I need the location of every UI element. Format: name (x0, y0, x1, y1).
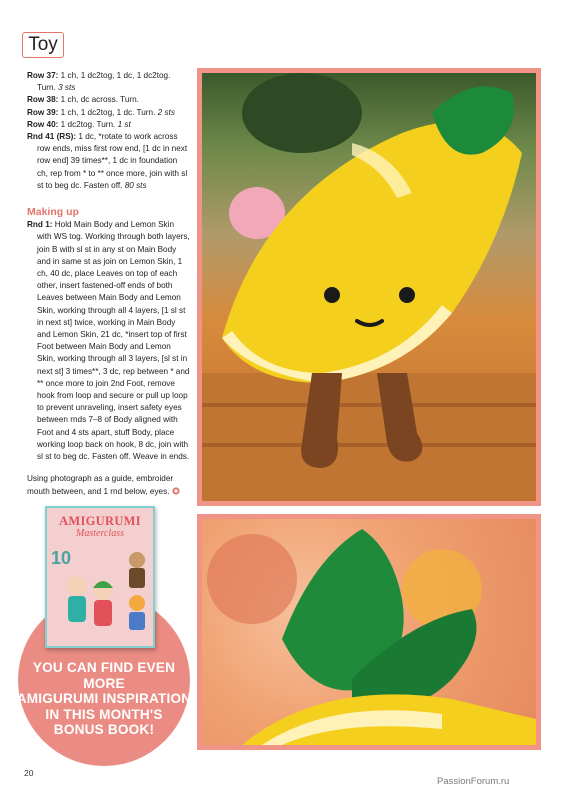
row-label: Row 40: (27, 119, 59, 129)
magazine-title: AMIGURUMI (59, 514, 141, 528)
row-text: 1 ch, 1 dc2tog, 1 dc. Turn. (58, 107, 158, 117)
pattern-column (27, 70, 190, 498)
doll-illustration (47, 508, 153, 646)
row-text: 1 ch, dc across. Turn. (58, 95, 139, 105)
row-text: Hold Main Body and Lemon Skin with WS tog. Working through both layers, join B with sl st in any st on Main Body and in same st as join on Lemon Skin, 1 ch, 40 dc, place Leaves on top of each other, insert fastened-off ends of both Leaves between Main Body and Lemon Skin, working through all 4 layers, [1 sl st in next st] twice, working in Main Body and Lemon Skin, 21 dc, *insert top of first Foot between Main Body and Lemon Skin, working through all 3 layers, [sl st in next st] 3 times**, 3 dc, rep between * and ** once more to join 2nd Foot, remove hook from loop and secure or pull up loop to prevent unraveling, insert safety eyes between rnds 7–8 of Body aligned with Foot and 4 sts apart, stuff Body, place working loop back on hook, 8 dc, join with sl st to beg dc. Fasten off. Weave in ends. (37, 220, 190, 462)
row-label: Rnd 41 (RS): (27, 132, 77, 142)
row-label: Row 37: (27, 71, 59, 80)
making-up-rnd-1 (27, 219, 190, 463)
row-label: Row 38: (27, 95, 59, 105)
watermark: PassionForum.ru (437, 776, 510, 787)
row-text: 1 dc, *rotate to work across row ends, miss first row end, [1 dc in next row end] 39 times**, 1 dc in foundation ch, rep from * to ** once more, join with sl st to beg dc. Fasten off. (37, 132, 188, 190)
row-38 (27, 94, 190, 106)
stitch-count: 1 st (117, 119, 131, 129)
row-40 (27, 119, 190, 131)
row-label: Rnd 1: (27, 220, 53, 230)
promo-line: YOU CAN FIND EVEN MORE (32, 660, 176, 691)
promo-line: AMIGURUMI INSPIRATION (16, 691, 192, 706)
stitch-count: 3 sts (58, 83, 76, 93)
magazine-subtitle: Masterclass (76, 528, 124, 539)
page-number: 20 (24, 768, 34, 778)
stitch-count: 2 sts (157, 107, 175, 117)
row-text: 1 ch, 1 dc2tog, 1 dc, 1 dc2tog. Turn. (37, 71, 171, 93)
making-up-heading: Making up (27, 206, 79, 219)
rnd-41 (27, 131, 190, 192)
section-tag: Toy (22, 32, 64, 58)
lemon-toy-illustration (202, 73, 536, 501)
row-39 (27, 107, 190, 119)
promo-text (12, 660, 196, 738)
closing-instruction: Using photograph as a guide, embroider mouth between, and 1 rnd below, eyes. (27, 473, 190, 497)
bonus-book-cover[interactable] (45, 506, 155, 648)
row-text: 1 dc2tog. Turn. (58, 119, 118, 129)
row-37 (27, 70, 190, 94)
leaf-closeup-illustration (202, 519, 536, 745)
leaf-closeup-photo (197, 514, 541, 750)
magazine-number: 10 (51, 548, 72, 568)
promo-line: IN THIS MONTH'S (45, 706, 163, 722)
stitch-count: 80 sts (124, 180, 147, 190)
end-mark-icon (172, 487, 180, 495)
lemon-toy-photo (197, 68, 541, 506)
row-label: Row 39: (27, 107, 59, 117)
promo-line: BONUS BOOK! (53, 722, 155, 737)
